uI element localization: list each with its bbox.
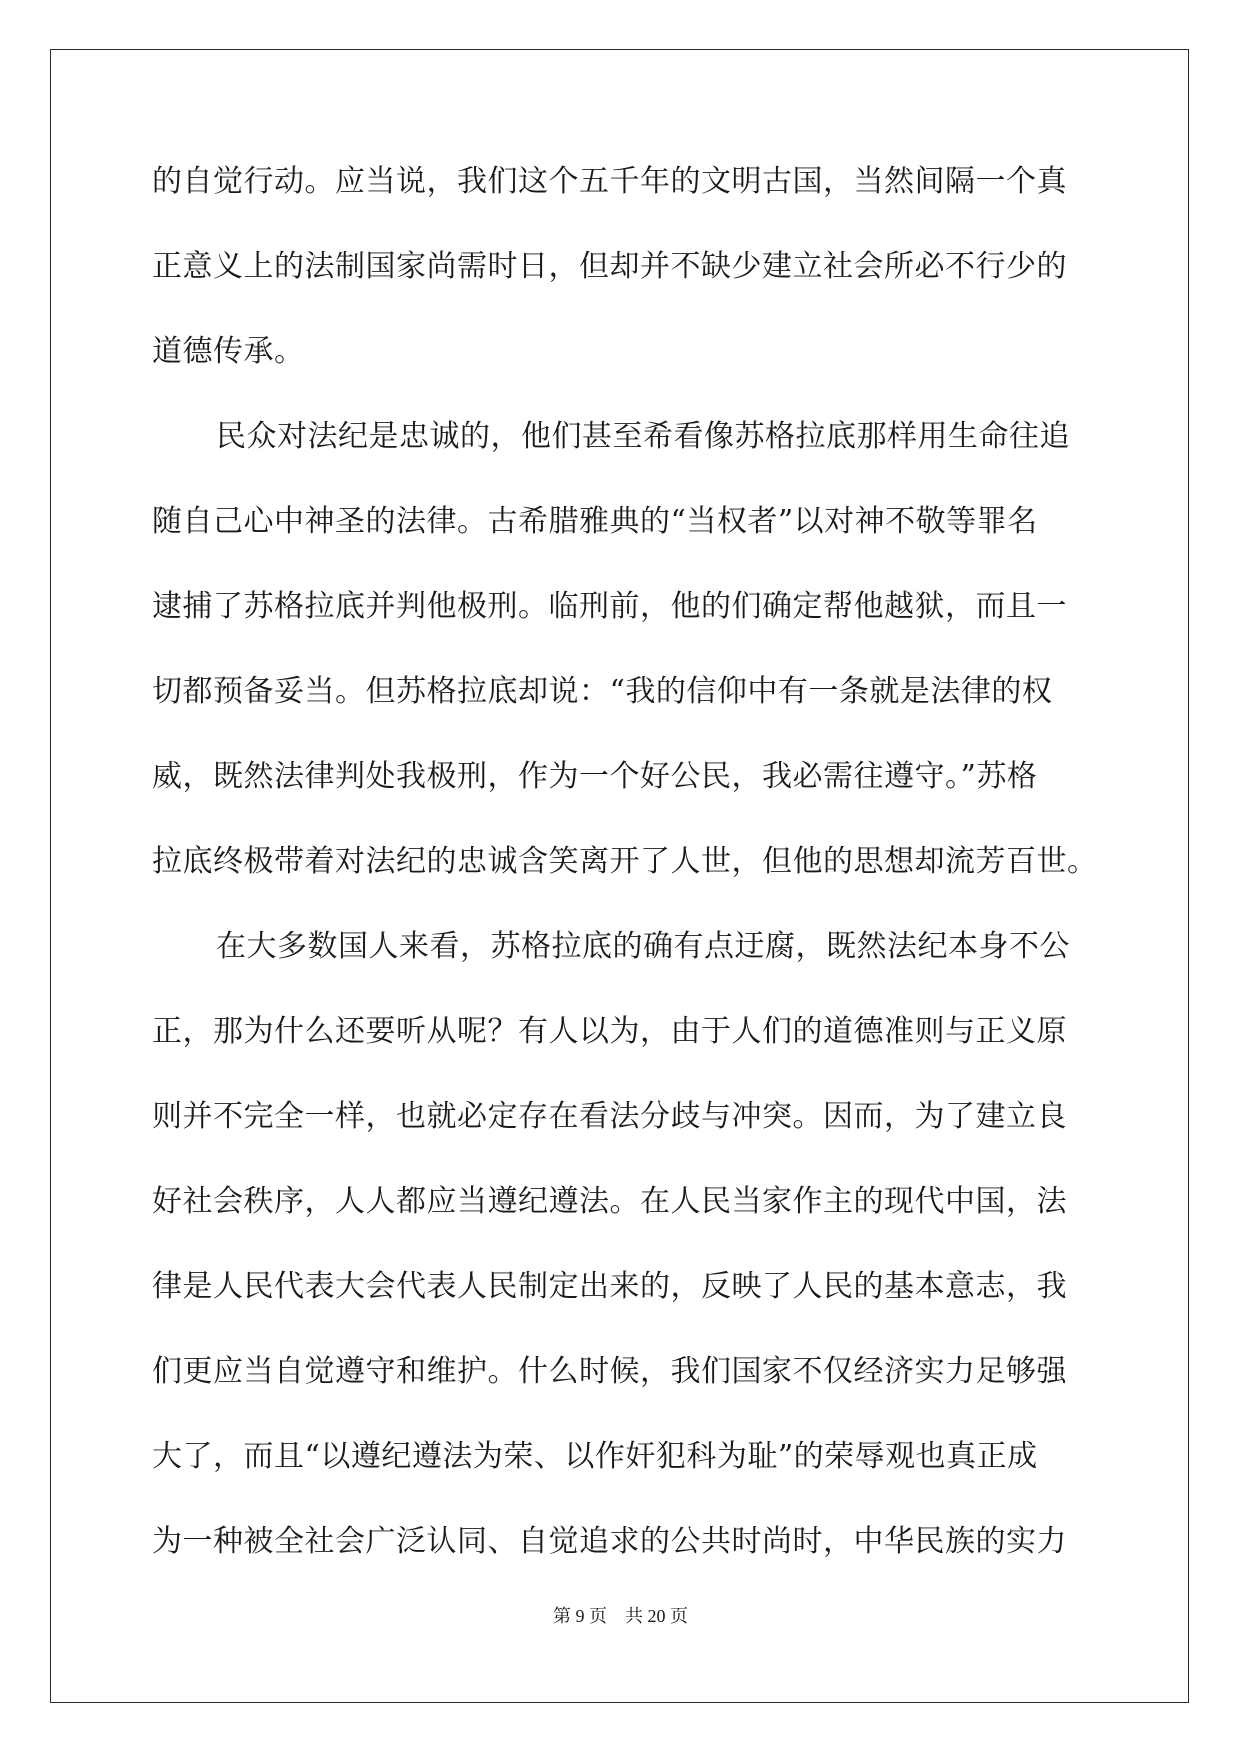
text-line: 则并不完全一样，也就必定存在看法分歧与冲突。因而，为了建立良 (152, 1099, 1067, 1134)
text-line: 拉底终极带着对法纪的忠诚含笑离开了人世，但他的思想却流芳百世。 (152, 844, 1098, 879)
text-line: 的自觉行动。应当说，我们这个五千年的文明古国，当然间隔一个真 (152, 164, 1067, 199)
text-line: 威，既然法律判处我极刑，作为一个好公民，我必需往遵守。”苏格 (152, 759, 1038, 794)
text-line: 随自己心中神圣的法律。古希腊雅典的“当权者”以对神不敬等罪名 (152, 504, 1038, 539)
text-line: 道德传承。 (152, 334, 305, 369)
text-line: 们更应当自觉遵守和维护。什么时候，我们国家不仅经济实力足够强 (152, 1354, 1067, 1389)
page-number-footer: 第 9 页 共 20 页 (553, 1606, 688, 1626)
text-line: 逮捕了苏格拉底并判他极刑。临刑前，他的们确定帮他越狱，而且一 (152, 589, 1067, 624)
text-line: 正，那为什么还要听从呢？有人以为，由于人们的道德准则与正义原 (152, 1014, 1067, 1049)
paragraph-start-line: 在大多数国人来看，苏格拉底的确有点迂腐，既然法纪本身不公 (216, 929, 1070, 964)
text-line: 正意义上的法制国家尚需时日，但却并不缺少建立社会所必不行少的 (152, 249, 1067, 284)
text-line: 律是人民代表大会代表人民制定出来的，反映了人民的基本意志，我 (152, 1269, 1067, 1304)
text-line: 大了，而且“以遵纪遵法为荣、以作奸犯科为耻”的荣辱观也真正成 (152, 1439, 1038, 1474)
document-body (152, 157, 1098, 1602)
paragraph-start-line: 民众对法纪是忠诚的，他们甚至希看像苏格拉底那样用生命往追 (216, 419, 1070, 454)
text-line: 为一种被全社会广泛认同、自觉追求的公共时尚时，中华民族的实力 (152, 1524, 1067, 1559)
text-line: 好社会秩序，人人都应当遵纪遵法。在人民当家作主的现代中国，法 (152, 1184, 1067, 1219)
text-line: 切都预备妥当。但苏格拉底却说：“我的信仰中有一条就是法律的权 (152, 674, 1053, 709)
